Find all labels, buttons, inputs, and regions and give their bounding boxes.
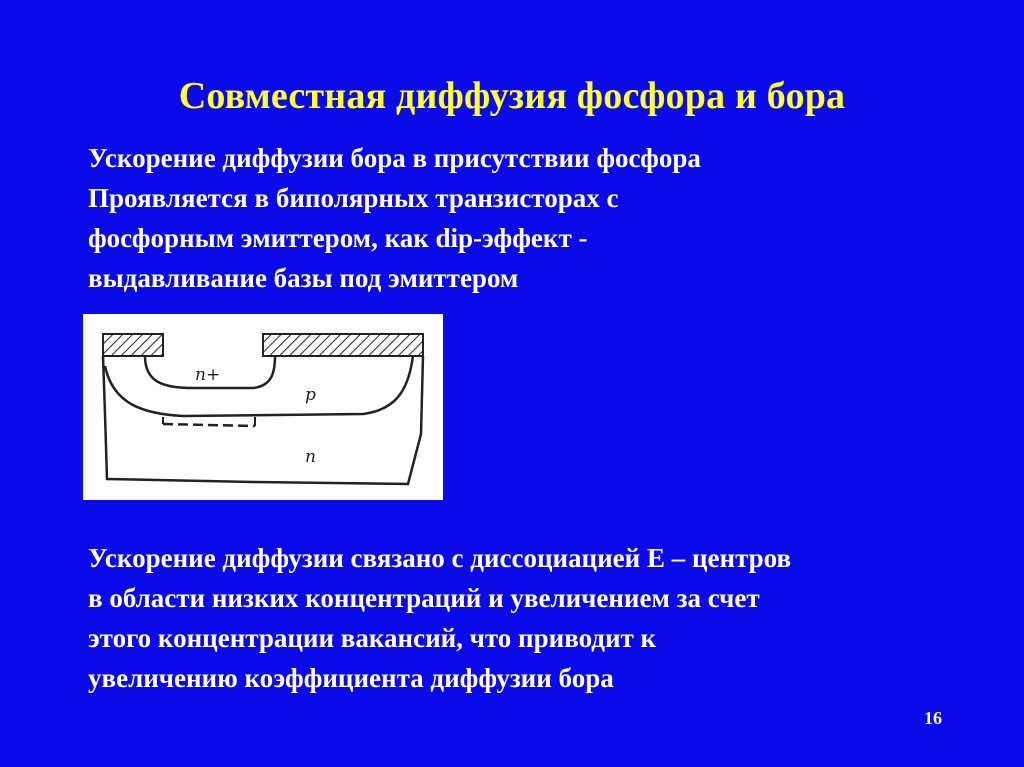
dip-effect-dashed-line [163,424,255,426]
intro-line: фосфорным эмиттером, как dip-эффект - [88,223,588,253]
oxide-left [103,334,163,356]
explanation-line: этого концентрации вакансий, что приводит к [88,623,657,653]
explanation-line: увеличению коэффициента диффузии бора [88,663,614,693]
intro-line: Проявляется в биполярных транзисторах с [88,183,619,213]
slide-title: Совместная диффузия фосфора и бора [178,75,846,117]
emitter-label: n+ [195,365,221,385]
intro-line: выдавливание базы под эмиттером [88,263,519,293]
oxide-right [263,334,423,356]
explanation-line: Ускорение диффузии связано с диссоциацией Е – центров [88,543,792,573]
transistor-cross-section-figure [83,314,443,500]
intro-line: Ускорение диффузии бора в присутствии фосфора [88,143,701,173]
intro-paragraph [88,138,948,298]
base-label: p [305,385,316,405]
collector-label: n [305,447,316,467]
cross-section-drawing [83,314,443,500]
explanation-line: в области низких концентраций и увеличением за счет [88,583,760,613]
explanation-paragraph [88,538,998,698]
page-number: 16 [924,708,942,728]
